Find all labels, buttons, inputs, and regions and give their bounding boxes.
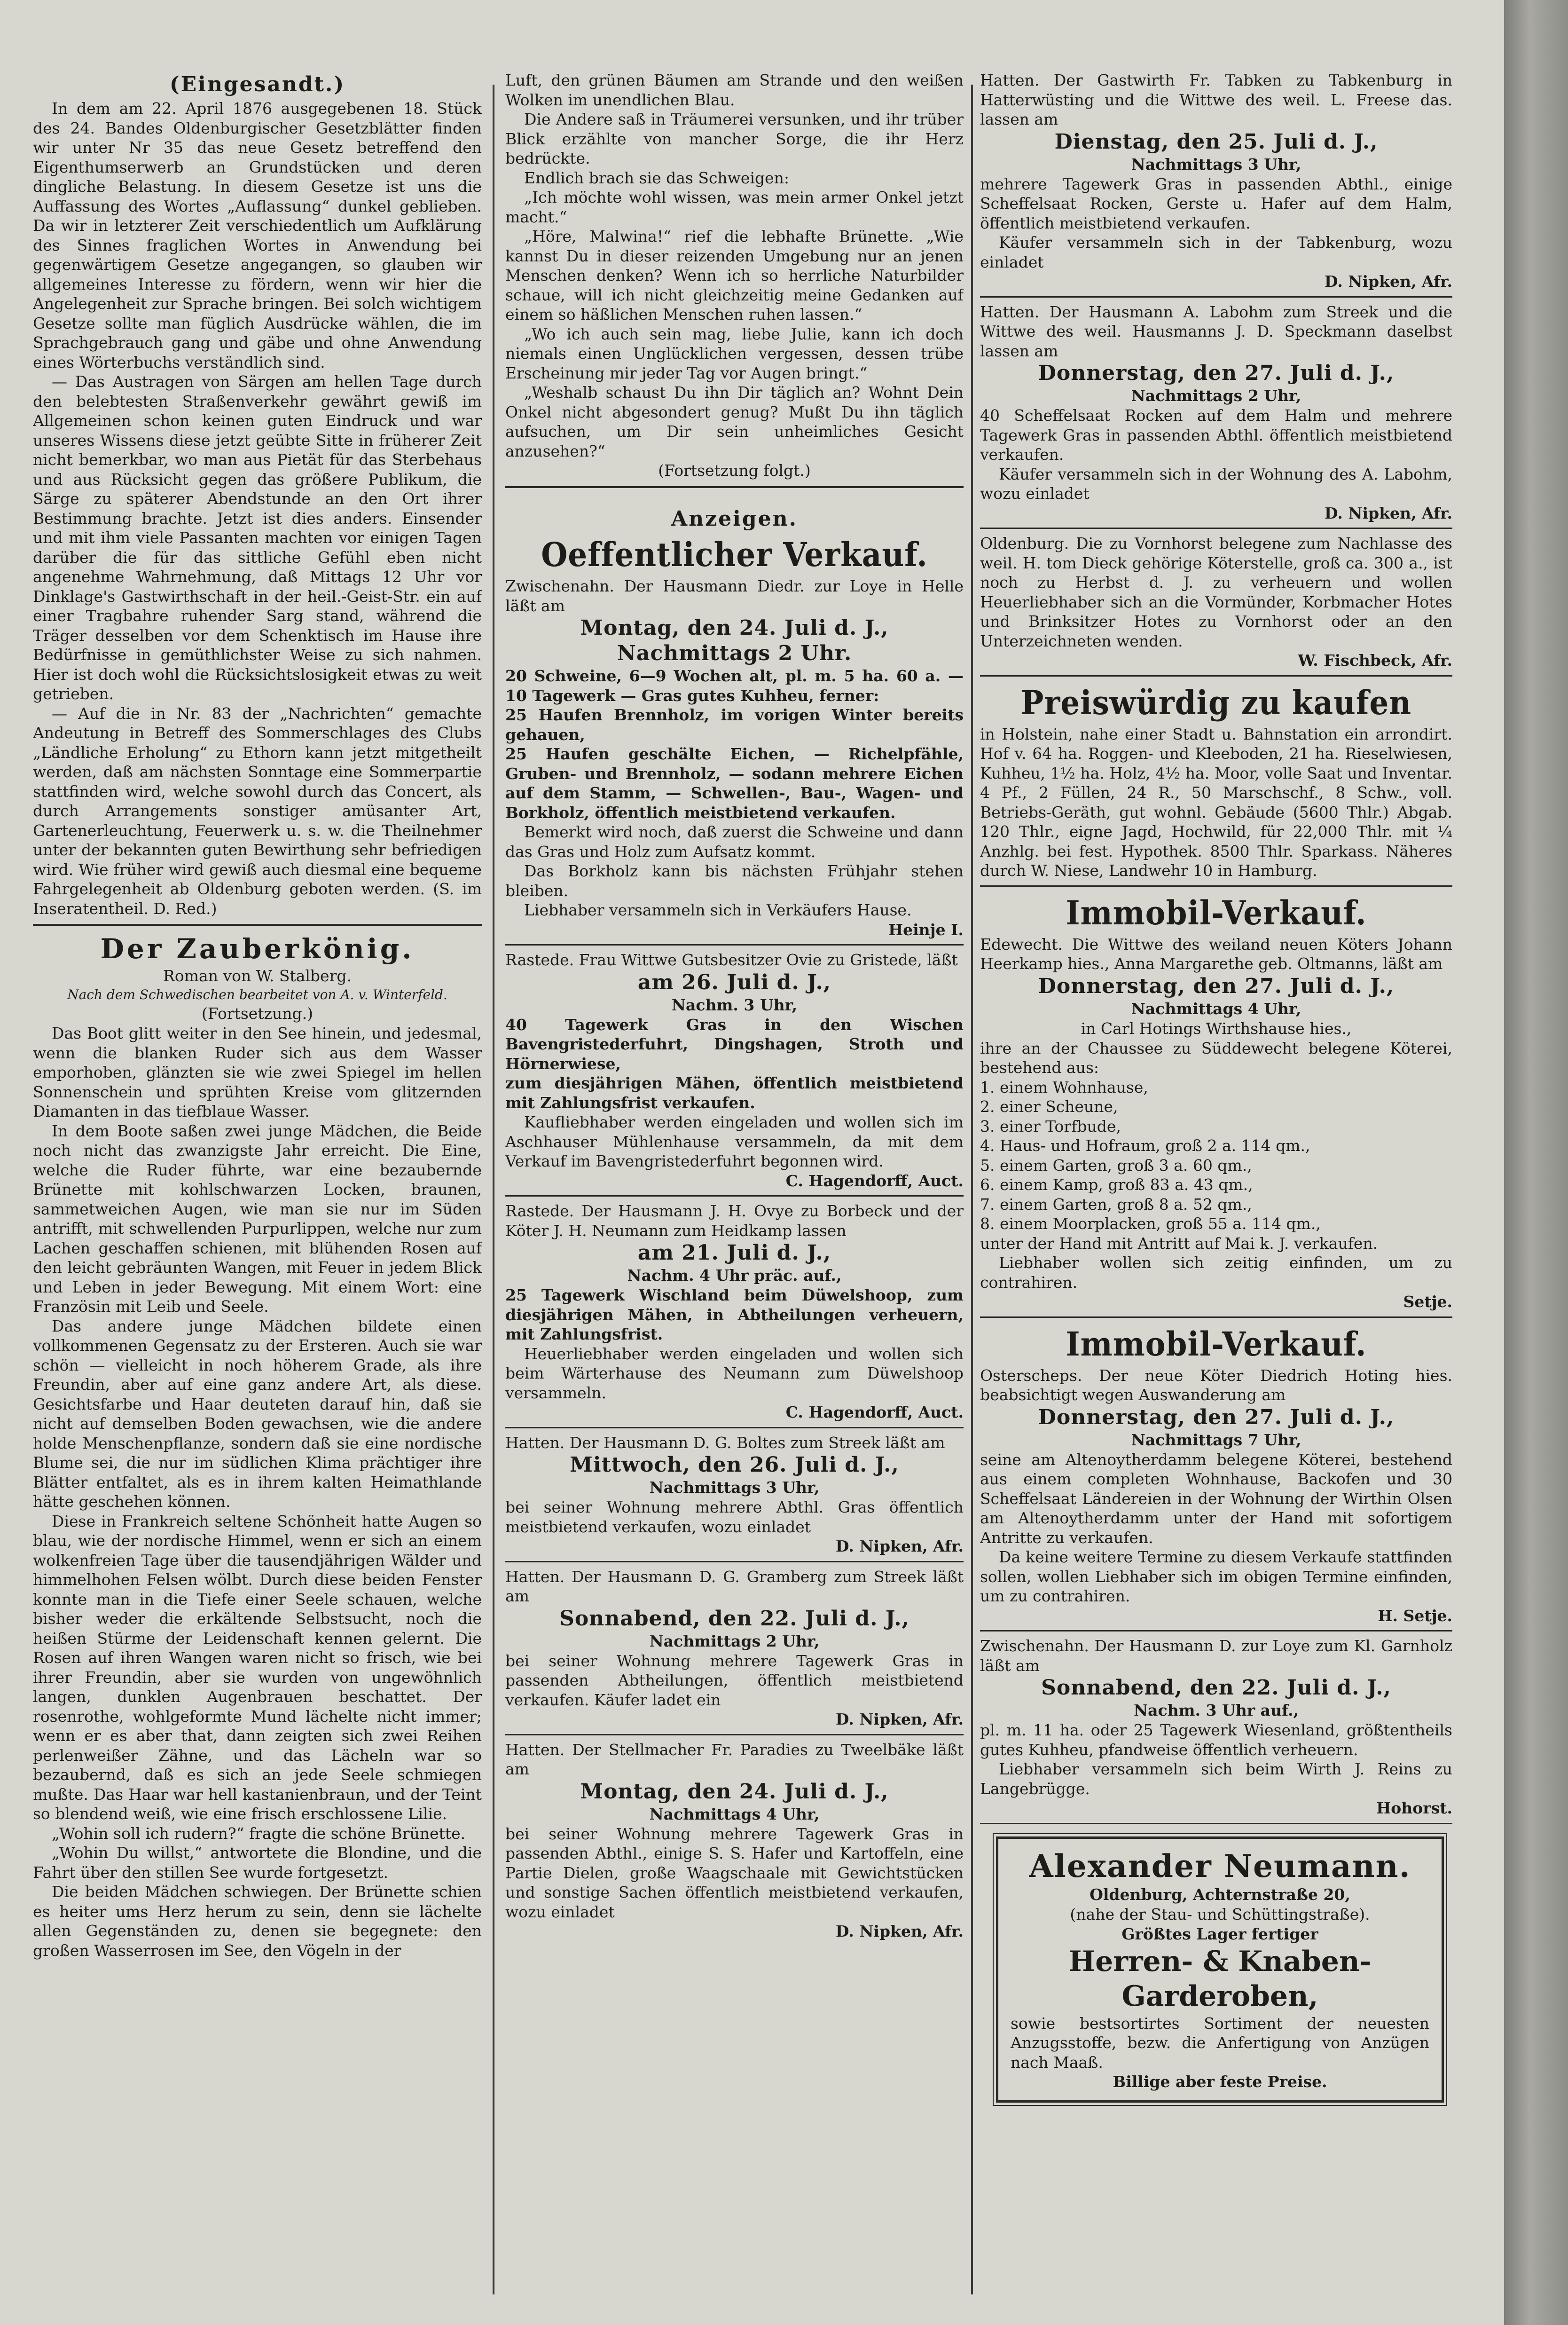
text-block: Hatten. Der Gastwirth Fr. Tabken zu Tabkenburg in Hatterwüsting und die Wittwe des weil. L. Freese das. lassen am [980,71,1452,128]
divider-rule [505,1427,964,1428]
text-block: Da keine weitere Termine zu diesem Verkaufe stattfinden sollen, wollen Liebhaber sich im obigen Termine einfinden, um zu contrahiren. [980,1548,1452,1605]
text-block: 5. einem Garten, groß 3 a. 60 qm., [980,1156,1252,1174]
ad-slogan: Billige aber feste Preise. [1113,2073,1327,2091]
text-block: Montag, den 24. Juli d. J., [580,1779,889,1804]
text-block: Zwischenahn. Der Hausmann Diedr. zur Loye in Helle läßt am [505,577,964,615]
text-block: Preiswürdig zu kaufen [1021,683,1411,722]
text-block: Nachmittags 2 Uhr. [617,641,852,665]
text-block: „Wohin Du willst,“ antwortete die Blondine, und die Fahrt über den stillen See wurde fortgesetzt. [33,1844,482,1882]
text-block: Donnerstag, den 27. Juli d. J., [1038,1405,1395,1429]
text-block: Nachmittags 7 Uhr, [1131,1430,1301,1449]
text-block: zum diesjährigen Mähen, öffentlich meistbietend mit Zahlungsfrist verkaufen. [505,1074,964,1112]
text-block: 25 Haufen geschälte Eichen, — Richelpfähle, Gruben- und Brennholz, — sodann mehrere Eichen auf dem Stamm, — Schwellen-, Bau-, Wagen- und Borkholz, öffentlich meistbietend verkaufen. [505,745,964,822]
page-edge [1504,0,1568,2325]
text-block: bei seiner Wohnung mehrere Tagewerk Gras in passenden Abthl., einige S. S. Hafer und Kartoffeln, eine Partie Dielen, große Waagschaale mit Gewichtstücken und sonstige Sachen öffentlich meistbietend verkaufen, wozu einladet [505,1824,964,1921]
text-block: 40 Scheffelsaat Rocken auf dem Halm und mehrere Tagewerk Gras in passenden Abthl. öffentlich meistbietend verkaufen. [980,406,1452,464]
text-block: 1. einem Wohnhause, [980,1078,1148,1096]
column-3-text [980,71,1452,1824]
text-block: Rastede. Der Hausmann J. H. Ovye zu Borbeck und der Köter J. H. Neumann zum Heidkamp lassen [505,1202,964,1240]
divider-rule [505,1195,964,1197]
text-block: Rastede. Frau Wittwe Gutsbesitzer Ovie zu Gristede, läßt [505,951,958,969]
text-block: Das Borkholz kann bis nächsten Frühjahr stehen bleiben. [505,862,964,900]
text-block: Nach dem Schwedischen bearbeitet von A. v. Winterfeld. [67,987,447,1002]
ad-address-note: (nahe der Stau- und Schüttingstraße). [1070,1905,1370,1923]
text-block: „Höre, Malwina!“ rief die lebhafte Brünette. „Wie kannst Du in dieser reizenden Umgebung nur an jenen Menschen denken? Wenn ich so herrliche Naturbilder schaue, will ich nicht gleichzeitig meine Gedanken auf einem so häßlichen Menschen ruhen lassen.“ [505,227,964,323]
column-3 [980,71,1452,2309]
divider-rule [505,1734,964,1735]
text-block: (Eingesandt.) [169,72,345,96]
text-block: — Auf die in Nr. 83 der „Nachrichten“ gemachte Andeutung in Betreff des Sommerschlages des Clubs „Ländliche Erholung“ zu Ethorn kann jetzt mitgetheilt werden, daß am nächsten Sonntage eine Sommerpartie stattfinden wird, welche sowohl durch das Concert, als durch Arrangements sonstiger amüsanter Art, Gartenerleuchtung, Feuerwerk u. s. w. die Theilnehmer unter der bekannten guten Bewirthung sehr befriedigen wird. Wie früher wird gewiß auch diesmal eine bequeme Fahrgelegenheit ab Oldenburg geboten werden. (S. im Inseratentheil. D. Red.) [33,704,482,918]
text-block: Sonnabend, den 22. Juli d. J., [1041,1676,1391,1700]
text-block: Oeffentlicher Verkauf. [541,535,928,574]
text-block: „Wo ich auch sein mag, liebe Julie, kann ich doch niemals einen Unglücklichen vergessen, dessen trübe Erscheinung mir jeder Tag vor Augen bringt.“ [505,324,964,382]
text-block: Kaufliebhaber werden eingeladen und wollen sich im Aschhauser Mühlenhause versammeln, da mit dem Verkauf im Bavengristederfuhrt begonnen wird. [505,1113,964,1170]
text-block: D. Nipken, Afr. [1324,504,1452,522]
text-block: W. Fischbeck, Afr. [1298,651,1452,670]
text-block: 2. einer Scheune, [980,1097,1118,1116]
text-block: bei seiner Wohnung mehrere Tagewerk Gras in passenden Abtheilungen, öffentlich meistbietend verkaufen. Käufer ladet ein [505,1651,964,1709]
text-block: 20 Schweine, 6—9 Wochen alt, pl. m. 5 ha. 60 a. — 10 Tagewerk — Gras gutes Kuhheu, ferner: [505,667,964,705]
text-block: in Holstein, nahe einer Stadt u. Bahnstation ein arrondirt. Hof v. 64 ha. Roggen- und Kleeboden, 21 ha. Rieselwiesen, Kuhheu, 1½ ha. Holz, 4½ ha. Moor, volle Saat und Inventar. 4 Pf., 2 Füllen, 24 R., 50 Marschschf., 8 Schw., voll. Betriebs-Geräth, gut wohnl. Gebäude (5600 Thlr.) Abgab. 120 Thlr., eigne Jagd, Hochwild, für 22,000 Thlr. mit ¼ Anzhlg. bei fest. Hypothek. 8500 Thlr. Sparkass. Näheres durch W. Niese, Landwehr 10 in Hamburg. [980,725,1452,880]
text-block: Heinje I. [888,920,964,939]
text-block: Setje. [1403,1293,1452,1311]
text-block: Mittwoch, den 26. Juli d. J., [570,1453,899,1477]
text-block: bei seiner Wohnung mehrere Abthl. Gras öffentlich meistbietend verkaufen, wozu einladet [505,1498,964,1536]
text-block: Anzeigen. [671,507,798,531]
text-block: Dienstag, den 25. Juli d. J., [1054,129,1378,154]
text-block: in Carl Hotings Wirthshause hies., [1081,1019,1352,1038]
text-block: 40 Tagewerk Gras in den Wischen Bavengristederfuhrt, Dingshagen, Stroth und Hörnerwiese, [505,1015,964,1073]
text-block: Endlich brach sie das Schweigen: [524,168,790,187]
text-block: In dem Boote saßen zwei junge Mädchen, die Beide noch nicht das zwanzigste Jahr erreicht. Die Eine, welche die Ruder führte, war eine bezaubernde Brünette mit kohlschwarzen Locken, braunen, sammetweichen Augen, wie man sie nur im Süden antrifft, mit schwellenden Purpurlippen, welche nur zum Lachen geschaffen schienen, mit blühenden Rosen auf den leicht gebräunten Wangen, mit Feuer in jedem Blick und Leben in jeder Bewegung. Mit einem Wort: eine Französin mit Leib und Seele. [33,1121,482,1316]
text-block: C. Hagendorff, Auct. [785,1171,964,1190]
text-block: Hatten. Der Hausmann A. Labohm zum Streek und die Wittwe des weil. Hausmanns J. D. Speckmann daselbst lassen am [980,302,1452,360]
text-block: C. Hagendorff, Auct. [785,1403,964,1421]
text-block: Nachm. 4 Uhr präc. auf., [627,1266,842,1285]
ad-line: Größtes Lager fertiger [1121,1924,1318,1943]
text-block: Liebhaber wollen sich zeitig einfinden, um zu contrahiren. [980,1253,1452,1292]
text-block: 3. einer Torfbude, [980,1117,1121,1135]
divider-rule [505,944,964,946]
text-block: Immobil-Verkauf. [1066,893,1367,932]
text-block: 8. einem Moorplacken, groß 55 a. 114 qm., [980,1214,1321,1233]
text-block: Luft, den grünen Bäumen am Strande und den weißen Wolken im unendlichen Blau. [505,71,964,109]
text-block: Heuerliebhaber werden eingeladen und wollen sich beim Wärterhause des Neumann zum Düwelshoop versammeln. [505,1344,964,1402]
text-block: (Fortsetzung folgt.) [658,461,811,480]
text-block: Das andere junge Mädchen bildete einen vollkommenen Gegensatz zu der Ersteren. Auch sie war schön — vielleicht in noch höherem Grade, als ihre Freundin, aber auf eine ganz andere Art, als diese. Gesichtsfarbe und Haar deuteten darauf hin, daß sie nicht auf demselben Boden gewachsen, wie die andere holde Menschenpflanze, sondern daß sie eine nordische Blume sei, die nur im südlichen Klima prächtiger ihre Blätter entfaltet, als es in ihrem kalten Heimathlande hätte geschehen können. [33,1316,482,1511]
column-1 [33,71,482,2309]
text-block: „Wohin soll ich rudern?“ fragte die schöne Brünette. [52,1824,466,1843]
text-block: Nachm. 3 Uhr, [671,995,798,1014]
text-block: 25 Haufen Brennholz, im vorigen Winter bereits gehauen, [505,706,964,744]
text-block: — Das Austragen von Särgen am hellen Tage durch den belebtesten Straßenverkehr gewährt gewiß im Allgemeinen schon keinen guten Eindruck und war unseres Wissens diese jetzt geübte Sitte in früherer Zeit nicht bemerkbar, wo man aus Pietät für das Sterbehaus und aus Rücksicht gegen das größere Publikum, die Särge zu späterer Abendstunde an den Ort ihrer Bestimmung brachte. Jetzt ist dies anders. Einsender und mit ihm viele Passanten machten vor einigen Tagen darüber die für das sittliche Gefühl eben nicht angenehme Wahrnehmung, daß Mittags 12 Uhr vor Dinklage's Gastwirthschaft in der heil.-Geist-Str. ein auf einer Tragbahre ruhender Sarg stand, während die Träger desselben vor dem Schenktisch im Hause ihre Bedürfnisse in gemüthlichster Weise zu sich nahmen. Hier ist doch wohl die Rücksichtslosigkeit etwas zu weit getrieben. [33,372,482,703]
text-block: Donnerstag, den 27. Juli d. J., [1038,974,1395,998]
text-block: am 21. Juli d. J., [637,1241,831,1265]
divider-rule [980,675,1452,677]
text-block: seine am Altenoytherdamm belegene Köterei, bestehend aus einem completen Wohnhause, Backofen und 30 Scheffelsaat Ländereien in der Wohnung der Wirthin Olsen am Altenoytherdamm unter der Hand mit sofortigem Antritte zu verkaufen. [980,1450,1452,1547]
text-block: Hatten. Der Hausmann D. G. Gramberg zum Streek läßt am [505,1567,964,1605]
text-block: D. Nipken, Afr. [835,1922,964,1940]
text-block: Käufer versammeln sich in der Tabkenburg, wozu einladet [980,233,1452,271]
text-block: Osterscheps. Der neue Köter Diedrich Hoting hies. beabsichtigt wegen Auswanderung am [980,1366,1452,1404]
text-block: Die Andere saß in Träumerei versunken, und ihr trüber Blick erzählte von mancher Sorge, die ihr Herz bedrückte. [505,110,964,167]
text-block: Montag, den 24. Juli d. J., [580,616,889,640]
divider-rule [505,486,964,488]
text-block: 4. Haus- und Hofraum, groß 2 a. 114 qm., [980,1136,1310,1155]
spacer [505,494,964,505]
divider-rule [980,1316,1452,1318]
text-block: Roman von W. Stalberg. [163,967,352,985]
text-block: Liebhaber versammeln sich in Verkäufers Hause. [524,901,912,919]
text-block: Bemerkt wird noch, daß zuerst die Schweine und dann das Gras und Holz zum Aufsatz kommt. [505,823,964,861]
text-block: Nachmittags 3 Uhr, [649,1478,820,1497]
text-block: Sonnabend, den 22. Juli d. J., [559,1606,909,1631]
text-block: Oldenburg. Die zu Vornhorst belegene zum Nachlasse des weil. H. tom Dieck gehörige Köterstelle, groß ca. 300 a., ist noch zu Herbst d. J. zu verheuern und wollen Heuerliebhaber sich an die Vormünder, Korbmacher Hotes und Brinksitzer Hotes zu Vornhorst oder an den Unterzeichneten wenden. [980,534,1452,650]
text-block: 25 Tagewerk Wischland beim Düwelshoop, zum diesjährigen Mähen, in Abtheilungen verheuern, mit Zahlungsfrist. [505,1286,964,1343]
text-block: „Weshalb schaust Du ihn Dir täglich an? Wohnt Dein Onkel nicht abgesondert genug? Mußt Du ihn täglich aufsuchen, um Dir sein unheimliches Gesicht anzusehen?“ [505,383,964,460]
divider-rule [33,924,482,926]
text-block: H. Setje. [1378,1606,1452,1625]
text-block: D. Nipken, Afr. [835,1710,964,1728]
divider-rule [980,528,1452,529]
text-block: Zwischenahn. Der Hausmann D. zur Loye zum Kl. Garnholz läßt am [980,1637,1452,1675]
divider-rule [980,296,1452,298]
text-block: pl. m. 11 ha. oder 25 Tagewerk Wiesenland, größtentheils gutes Kuhheu, pfandweise öffentlich verheuern. [980,1721,1452,1759]
text-block: Das Boot glitt weiter in den See hinein, und jedesmal, wenn die blanken Ruder sich aus dem Wasser emporhoben, glänzten sie wie zwei Spiegel im hellen Sonnenschein und sprühten Kreise vom glitzernden Diamanten in das tiefblaue Wasser. [33,1024,482,1120]
ad-description: sowie bestsortirtes Sortiment der neuesten Anzugsstoffe, bezw. die Anfertigung von Anzügen nach Maaß. [1011,2014,1429,2072]
text-block: Nachmittags 2 Uhr, [649,1631,820,1650]
column-2 [505,71,964,2309]
text-block: Nachmittags 2 Uhr, [1131,386,1301,405]
advertisement-box [996,1836,1444,2103]
divider-rule [980,1630,1452,1631]
text-block: Liebhaber versammeln sich beim Wirth J. Reins zu Langebrügge. [980,1760,1452,1798]
text-block: Hatten. Der Hausmann D. G. Boltes zum Streek läßt am [505,1433,945,1452]
text-block: 7. einem Garten, groß 8 a. 52 qm., [980,1195,1252,1214]
text-block: Nachmittags 3 Uhr, [1131,155,1301,173]
ad-main-heading: Herren- & Knaben-Garderoben, [1068,1945,1372,2013]
divider-rule [505,1561,964,1562]
text-block: ihre an der Chaussee zu Süddewecht belegene Köterei, bestehend aus: [980,1039,1452,1077]
ad-address: Oldenburg, Achternstraße 20, [1090,1885,1350,1904]
text-block: Die beiden Mädchen schwiegen. Der Brünette schien es heiter ums Herz herum zu sein, denn sie lächelte allen Gegenständen zu, denen sie begegnete: den großen Wasserrosen im See, den Vögeln in der [33,1883,482,1960]
text-block: mehrere Tagewerk Gras in passenden Abthl., einige Scheffelsaat Rocken, Gerste u. Hafer auf dem Halm, öffentlich meistbietend verkaufen. [980,174,1452,232]
text-block: Immobil-Verkauf. [1066,1324,1367,1363]
divider-rule [980,885,1452,887]
text-block: Nachm. 3 Uhr auf., [1134,1701,1299,1719]
text-block: Diese in Frankreich seltene Schönheit hatte Augen so blau, wie der nordische Himmel, wenn er sich an einem wolkenfreien Tage über die tausendjährigen Wälder und himmelhohen Felsen wölbt. Durch diese beiden Fenster konnte man in die Tiefe einer Seele schauen, welche bisher weder die erkältende Selbstsucht, noch die heißen Stürme der Leidenschaft kennen gelernt. Die Rosen auf ihren Wangen waren nicht so frisch, wie bei ihrer Freundin, aber sie wurden von ungewöhnlich langen, dunklen Augenbrauen beschattet. Der rosenrothe, wohlgeformte Mund lächelte nicht immer; wenn er es aber that, dann zeigten sich zwei Reihen perlenweißer Zähne, und das Lächeln war so bezaubernd, daß es sich an jede Seele schmiegen mußte. Das Haar war hell kastanienbraun, und der Teint so blendend weiß, wie eine frisch erschlossene Lilie. [33,1512,482,1823]
text-block: In dem am 22. April 1876 ausgegebenen 18. Stück des 24. Bandes Oldenburgischer Gesetzblätter finden wir unter Nr 35 das neue Gesetz betreffend den Eigenthumserwerb an Grundstücken und deren dingliche Belastung. In diesem Gesetze ist uns die Auffassung des Wortes „Auflassung“ dunkel geblieben. Da wir in letzterer Zeit verschiedentlich um Aufklärung des Sinnes fraglichen Wortes in Anwendung bei gegenwärtigem Gesetze angegangen, so glauben wir allgemeines Interesse zu fördern, wenn wir hier die Angelegenheit zur Sprache bringen. Bei solch wichtigem Gesetze sollte man füglich Ausdrücke wählen, die im Sprachgebrauch gang und gäbe und ohne Anwendung eines Wörterbuchs verständlich sind. [33,99,482,371]
text-block: am 26. Juli d. J., [637,970,831,994]
text-block: Nachmittags 4 Uhr, [649,1805,820,1823]
text-block: Nachmittags 4 Uhr, [1131,999,1301,1018]
text-block: 6. einem Kamp, groß 83 a. 43 qm., [980,1175,1253,1194]
text-block: (Fortsetzung.) [202,1004,313,1023]
text-block: D. Nipken, Afr. [835,1537,964,1555]
column-divider [971,85,973,2294]
divider-rule [980,1823,1452,1824]
column-divider [493,85,494,2294]
text-block: Käufer versammeln sich in der Wohnung des A. Labohm, wozu einladet [980,465,1452,503]
text-block: Edewecht. Die Wittwe des weiland neuen Köters Johann Heerkamp hies., Anna Margarethe geb. Oltmanns, läßt am [980,935,1452,973]
text-block: Donnerstag, den 27. Juli d. J., [1038,361,1395,385]
text-block: „Ich möchte wohl wissen, was mein armer Onkel jetzt macht.“ [505,188,964,226]
text-block: Hatten. Der Stellmacher Fr. Paradies zu Tweelbäke läßt am [505,1740,964,1778]
text-block: Hohorst. [1376,1799,1452,1817]
text-block: D. Nipken, Afr. [1324,272,1452,291]
text-block: Der Zauberkönig. [100,933,415,965]
text-block: unter der Hand mit Antritt auf Mai k. J. verkaufen. [980,1234,1378,1253]
ad-title: Alexander Neumann. [1029,1847,1411,1884]
